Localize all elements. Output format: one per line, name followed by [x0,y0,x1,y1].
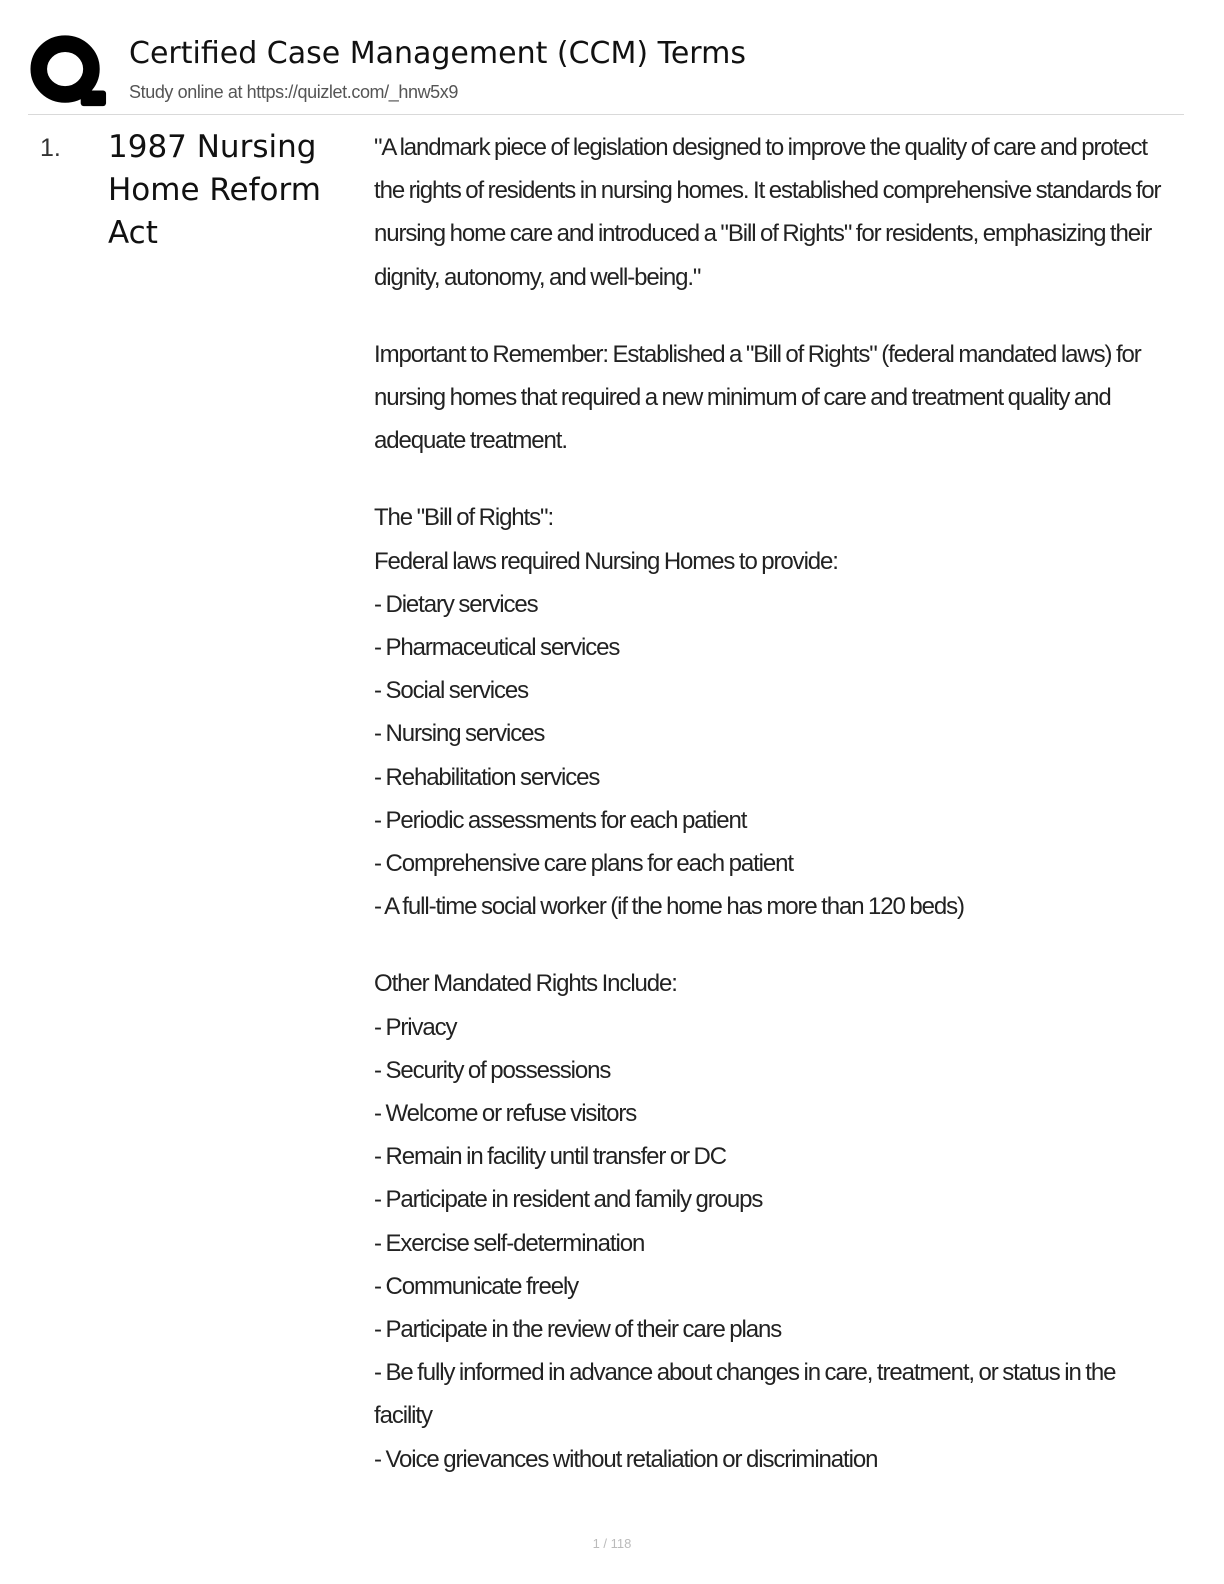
document-title: Certified Case Management (CCM) Terms [129,36,746,71]
definition-quote: "A landmark piece of legislation designed to improve the quality of care and protect the rights of residents in nursing homes. It established comprehensive standards for nursing home care and introduced a "Bill of Rights" for residents, emphasizing their dignity, autonomy, and well-being." [374,134,1161,291]
term-title: 1987 Nursing Home Reform Act [108,129,321,251]
study-online-link-text: Study online at https://quizlet.com/_hnw5x9 [129,82,459,102]
document-header [28,28,1184,115]
other-rights-section [374,962,1174,1480]
service-item: - Periodic assessments for each patient [374,806,747,834]
right-item: - Privacy [374,1013,457,1041]
important-note: Important to Remember: Established a "Bill of Rights" (federal mandated laws) for nursing homes that required a new minimum of care and treatment quality and adequate treatment. [374,340,1141,455]
quizlet-logo-icon [30,32,108,110]
term-definition [374,126,1174,1515]
service-item: - Comprehensive care plans for each patient [374,850,793,878]
page-number: 1 / 118 [592,1536,632,1551]
right-item: - Communicate freely [374,1272,579,1300]
service-item: - Pharmaceutical services [374,634,620,662]
bill-of-rights-intro: Federal laws required Nursing Homes to provide: [374,547,838,575]
bill-of-rights-heading: The "Bill of Rights": [374,504,554,532]
term-number: 1. [40,134,61,162]
service-item: - Dietary services [374,590,538,618]
right-item: - Welcome or refuse visitors [374,1100,637,1128]
right-item: - Exercise self-determination [374,1229,645,1257]
service-item: - A full-time social worker (if the home has more than 120 beds) [374,893,964,921]
service-item: - Social services [374,677,529,705]
right-item: - Participate in the review of their care plans [374,1316,782,1344]
right-item: - Be fully informed in advance about changes in care, treatment, or status in the facility [374,1359,1116,1430]
bill-of-rights-section [374,496,1174,928]
service-item: - Nursing services [374,720,545,748]
other-rights-heading: Other Mandated Rights Include: [374,970,677,998]
right-item: - Voice grievances without retaliation or discrimination [374,1445,878,1473]
right-item: - Security of possessions [374,1056,611,1084]
right-item: - Participate in resident and family groups [374,1186,763,1214]
right-item: - Remain in facility until transfer or DC [374,1143,727,1171]
service-item: - Rehabilitation services [374,763,600,791]
